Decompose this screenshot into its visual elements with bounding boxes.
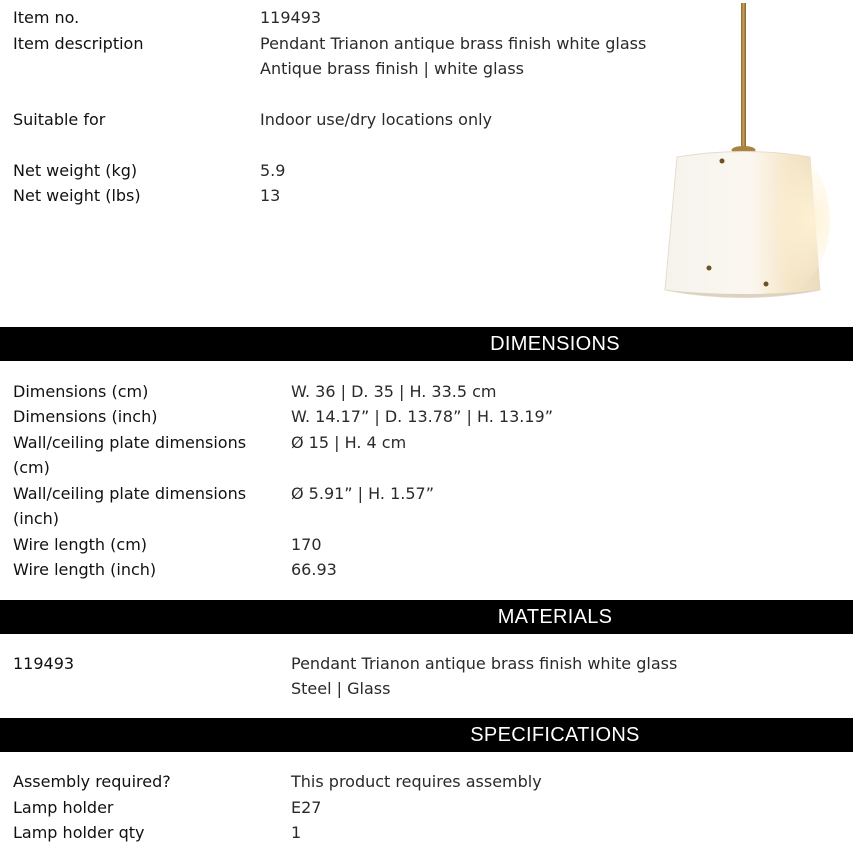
plate-dimensions-cm-label: Wall/ceiling plate dimensions	[13, 433, 247, 452]
lamp-screw	[707, 266, 712, 271]
item-description-value: Pendant Trianon antique brass finish white glass	[260, 34, 647, 53]
suitable-for-label: Suitable for	[13, 110, 106, 129]
dimensions-header	[0, 327, 853, 361]
lamp-screw	[720, 159, 725, 164]
dimensions-inch-value: W. 14.17” | D. 13.78” | H. 13.19”	[291, 407, 553, 426]
lamp-holder-value: E27	[291, 798, 322, 817]
wire-length-cm-label: Wire length (cm)	[13, 535, 148, 554]
suitable-for-value: Indoor use/dry locations only	[260, 110, 493, 129]
specifications-header	[0, 718, 853, 752]
assembly-required-value: This product requires assembly	[291, 772, 542, 791]
plate-dimensions-inch-label: Wall/ceiling plate dimensions	[13, 484, 247, 503]
dimensions-title: DIMENSIONS	[490, 333, 620, 355]
specifications-title: SPECIFICATIONS	[470, 724, 640, 746]
plate-dimensions-cm-value: Ø 15 | H. 4 cm	[291, 433, 407, 452]
item-description-label: Item description	[13, 34, 144, 53]
lamp-rod	[741, 3, 746, 148]
plate-dimensions-cm-label-unit: (cm)	[13, 458, 50, 477]
lamp-holder-label: Lamp holder	[13, 798, 114, 817]
plate-dimensions-inch-value: Ø 5.91” | H. 1.57”	[291, 484, 434, 503]
net-weight-kg-value: 5.9	[260, 161, 286, 180]
materials-title: MATERIALS	[497, 606, 613, 628]
plate-dimensions-inch-label-unit: (inch)	[13, 509, 60, 528]
item-finish-value: Antique brass finish | white glass	[260, 59, 524, 78]
lamp-holder-qty-value: 1	[291, 823, 302, 842]
dimensions-cm-value: W. 36 | D. 35 | H. 33.5 cm	[291, 382, 497, 401]
item-no-value: 119493	[260, 8, 322, 27]
item-no-label: Item no.	[13, 8, 80, 27]
materials-header	[0, 600, 853, 634]
assembly-required-label: Assembly required?	[13, 772, 171, 791]
materials-composition: Steel | Glass	[291, 679, 391, 698]
lamp-holder-qty-label: Lamp holder qty	[13, 823, 145, 842]
net-weight-lbs-label: Net weight (lbs)	[13, 186, 141, 205]
dimensions-inch-label: Dimensions (inch)	[13, 407, 158, 426]
materials-description: Pendant Trianon antique brass finish white glass	[291, 654, 678, 673]
lamp-screw	[764, 282, 769, 287]
net-weight-kg-label: Net weight (kg)	[13, 161, 138, 180]
product-image	[655, 0, 830, 305]
wire-length-inch-value: 66.93	[291, 560, 337, 579]
wire-length-cm-value: 170	[291, 535, 322, 554]
net-weight-lbs-value: 13	[260, 186, 281, 205]
materials-item-no: 119493	[13, 654, 75, 673]
dimensions-cm-label: Dimensions (cm)	[13, 382, 149, 401]
wire-length-inch-label: Wire length (inch)	[13, 560, 157, 579]
